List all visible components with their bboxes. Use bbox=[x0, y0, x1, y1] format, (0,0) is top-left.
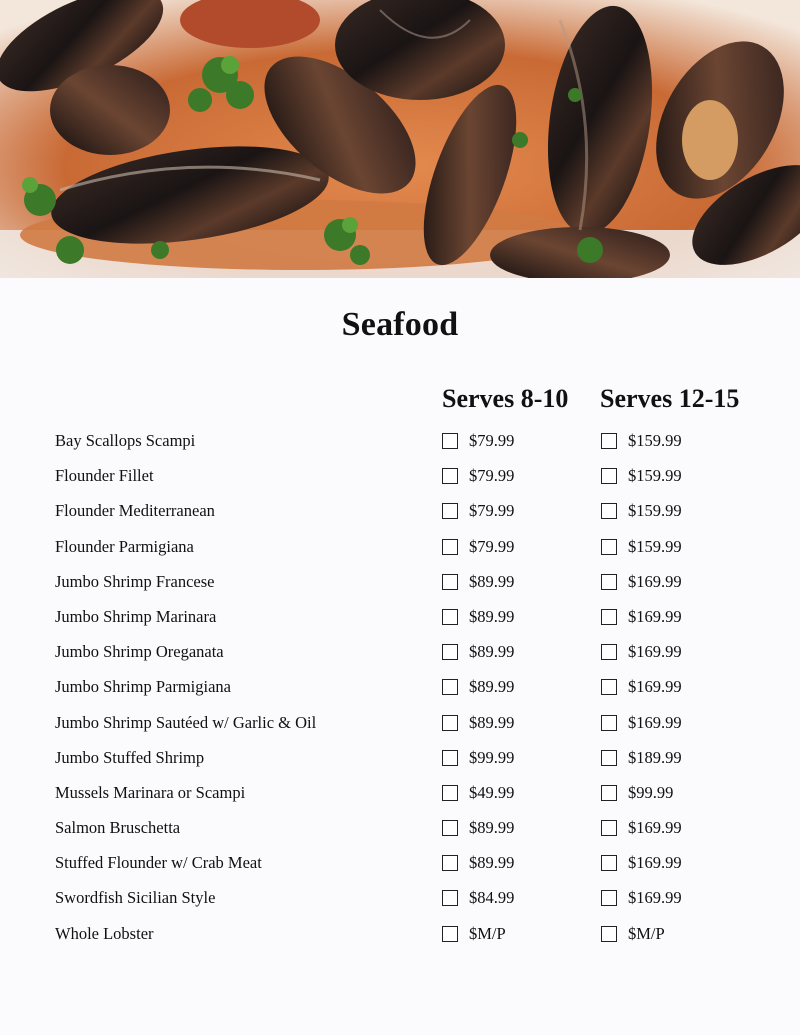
menu-item-list bbox=[0, 423, 800, 951]
list-item bbox=[0, 634, 800, 669]
option-serves-8-10[interactable] bbox=[442, 888, 514, 908]
checkbox[interactable] bbox=[442, 539, 458, 555]
price: $89.99 bbox=[469, 712, 515, 732]
checkbox[interactable] bbox=[442, 820, 458, 836]
item-name: Jumbo Shrimp Parmigiana bbox=[55, 677, 231, 697]
option-serves-12-15[interactable] bbox=[601, 924, 665, 944]
checkbox[interactable] bbox=[601, 855, 617, 871]
checkbox[interactable] bbox=[442, 785, 458, 801]
price: $159.99 bbox=[628, 501, 682, 521]
checkbox[interactable] bbox=[601, 926, 617, 942]
checkbox[interactable] bbox=[601, 433, 617, 449]
price: $89.99 bbox=[469, 571, 515, 591]
list-item bbox=[0, 810, 800, 845]
item-name: Salmon Bruschetta bbox=[55, 818, 181, 838]
checkbox[interactable] bbox=[442, 574, 458, 590]
option-serves-8-10[interactable] bbox=[442, 818, 514, 838]
list-item bbox=[0, 599, 800, 634]
checkbox[interactable] bbox=[601, 785, 617, 801]
list-item bbox=[0, 845, 800, 880]
hero-photo bbox=[0, 0, 800, 278]
price: $79.99 bbox=[469, 431, 515, 450]
price: $169.99 bbox=[628, 853, 682, 873]
list-item bbox=[0, 458, 800, 493]
option-serves-8-10[interactable] bbox=[442, 783, 514, 803]
price: $169.99 bbox=[628, 571, 682, 591]
price: $79.99 bbox=[469, 466, 515, 486]
checkbox[interactable] bbox=[442, 715, 458, 731]
option-serves-8-10[interactable] bbox=[442, 642, 514, 662]
price: $89.99 bbox=[469, 642, 515, 662]
checkbox[interactable] bbox=[442, 644, 458, 660]
list-item bbox=[0, 493, 800, 528]
option-serves-12-15[interactable] bbox=[601, 677, 682, 697]
option-serves-12-15[interactable] bbox=[601, 818, 682, 838]
list-item bbox=[0, 740, 800, 775]
checkbox[interactable] bbox=[601, 679, 617, 695]
checkbox[interactable] bbox=[442, 468, 458, 484]
price: $169.99 bbox=[628, 642, 682, 662]
list-item bbox=[0, 529, 800, 564]
checkbox[interactable] bbox=[442, 926, 458, 942]
price: $99.99 bbox=[628, 782, 674, 802]
item-name: Flounder Fillet bbox=[55, 466, 154, 486]
option-serves-12-15[interactable] bbox=[601, 572, 682, 592]
price: $169.99 bbox=[628, 818, 682, 838]
list-item bbox=[0, 669, 800, 704]
column-header-serves-12-15: Serves 12-15 bbox=[600, 384, 740, 413]
item-name: Flounder Parmigiana bbox=[55, 536, 194, 556]
option-serves-12-15[interactable] bbox=[601, 783, 673, 803]
checkbox[interactable] bbox=[601, 468, 617, 484]
item-name: Whole Lobster bbox=[55, 923, 154, 943]
price: $159.99 bbox=[628, 431, 682, 450]
mussels-dish-photo bbox=[0, 0, 800, 278]
item-name: Jumbo Shrimp Francese bbox=[55, 571, 215, 591]
item-name: Jumbo Stuffed Shrimp bbox=[55, 747, 205, 767]
price: $159.99 bbox=[628, 466, 682, 486]
checkbox[interactable] bbox=[601, 539, 617, 555]
option-serves-8-10[interactable] bbox=[442, 677, 514, 697]
list-item bbox=[0, 775, 800, 810]
price: $79.99 bbox=[469, 536, 515, 556]
checkbox[interactable] bbox=[442, 433, 458, 449]
price: $89.99 bbox=[469, 606, 515, 626]
checkbox[interactable] bbox=[601, 503, 617, 519]
price: $189.99 bbox=[628, 747, 682, 767]
option-serves-8-10[interactable] bbox=[442, 607, 514, 627]
price: $84.99 bbox=[469, 888, 515, 908]
price: $89.99 bbox=[469, 677, 515, 697]
checkbox[interactable] bbox=[601, 644, 617, 660]
option-serves-12-15[interactable] bbox=[601, 466, 682, 486]
option-serves-12-15[interactable] bbox=[601, 748, 682, 768]
checkbox[interactable] bbox=[442, 890, 458, 906]
list-item bbox=[0, 423, 800, 458]
price: $159.99 bbox=[628, 536, 682, 556]
item-name: Flounder Mediterranean bbox=[55, 501, 215, 521]
price: $89.99 bbox=[469, 818, 515, 838]
page-title: Seafood bbox=[341, 306, 459, 343]
option-serves-8-10[interactable] bbox=[442, 924, 506, 944]
price: $M/P bbox=[469, 923, 506, 943]
checkbox[interactable] bbox=[442, 503, 458, 519]
list-item bbox=[0, 564, 800, 599]
list-item bbox=[0, 705, 800, 740]
option-serves-12-15[interactable] bbox=[601, 431, 682, 451]
checkbox[interactable] bbox=[601, 574, 617, 590]
column-header-serves-8-10: Serves 8-10 bbox=[442, 384, 569, 413]
price: $169.99 bbox=[628, 606, 682, 626]
option-serves-12-15[interactable] bbox=[601, 888, 682, 908]
option-serves-8-10[interactable] bbox=[442, 748, 514, 768]
checkbox[interactable] bbox=[601, 715, 617, 731]
price: $79.99 bbox=[469, 501, 515, 521]
item-name: Jumbo Shrimp Marinara bbox=[55, 606, 217, 626]
checkbox[interactable] bbox=[601, 750, 617, 766]
item-name: Jumbo Shrimp Oreganata bbox=[55, 642, 224, 662]
item-name: Swordfish Sicilian Style bbox=[55, 888, 216, 908]
option-serves-8-10[interactable] bbox=[442, 501, 514, 521]
checkbox[interactable] bbox=[442, 750, 458, 766]
option-serves-12-15[interactable] bbox=[601, 537, 682, 557]
item-name: Jumbo Shrimp Sautéed w/ Garlic & Oil bbox=[55, 712, 317, 732]
list-item bbox=[0, 880, 800, 915]
price: $99.99 bbox=[469, 747, 515, 767]
price: $169.99 bbox=[628, 712, 682, 732]
option-serves-12-15[interactable] bbox=[601, 853, 682, 873]
item-name: Stuffed Flounder w/ Crab Meat bbox=[55, 853, 262, 873]
checkbox[interactable] bbox=[601, 890, 617, 906]
checkbox[interactable] bbox=[442, 609, 458, 625]
price: $89.99 bbox=[469, 853, 515, 873]
checkbox[interactable] bbox=[442, 855, 458, 871]
option-serves-12-15[interactable] bbox=[601, 607, 682, 627]
checkbox[interactable] bbox=[442, 679, 458, 695]
option-serves-8-10[interactable] bbox=[442, 853, 514, 873]
option-serves-12-15[interactable] bbox=[601, 501, 682, 521]
item-name: Bay Scallops Scampi bbox=[55, 431, 196, 450]
option-serves-8-10[interactable] bbox=[442, 466, 514, 486]
checkbox[interactable] bbox=[601, 820, 617, 836]
option-serves-12-15[interactable] bbox=[601, 713, 682, 733]
price: $M/P bbox=[628, 923, 665, 943]
price: $169.99 bbox=[628, 888, 682, 908]
price: $169.99 bbox=[628, 677, 682, 697]
option-serves-8-10[interactable] bbox=[442, 572, 514, 592]
option-serves-8-10[interactable] bbox=[442, 431, 514, 451]
list-item bbox=[0, 916, 800, 951]
option-serves-8-10[interactable] bbox=[442, 537, 514, 557]
option-serves-8-10[interactable] bbox=[442, 713, 514, 733]
price: $49.99 bbox=[469, 782, 515, 802]
item-name: Mussels Marinara or Scampi bbox=[55, 782, 246, 802]
option-serves-12-15[interactable] bbox=[601, 642, 682, 662]
checkbox[interactable] bbox=[601, 609, 617, 625]
